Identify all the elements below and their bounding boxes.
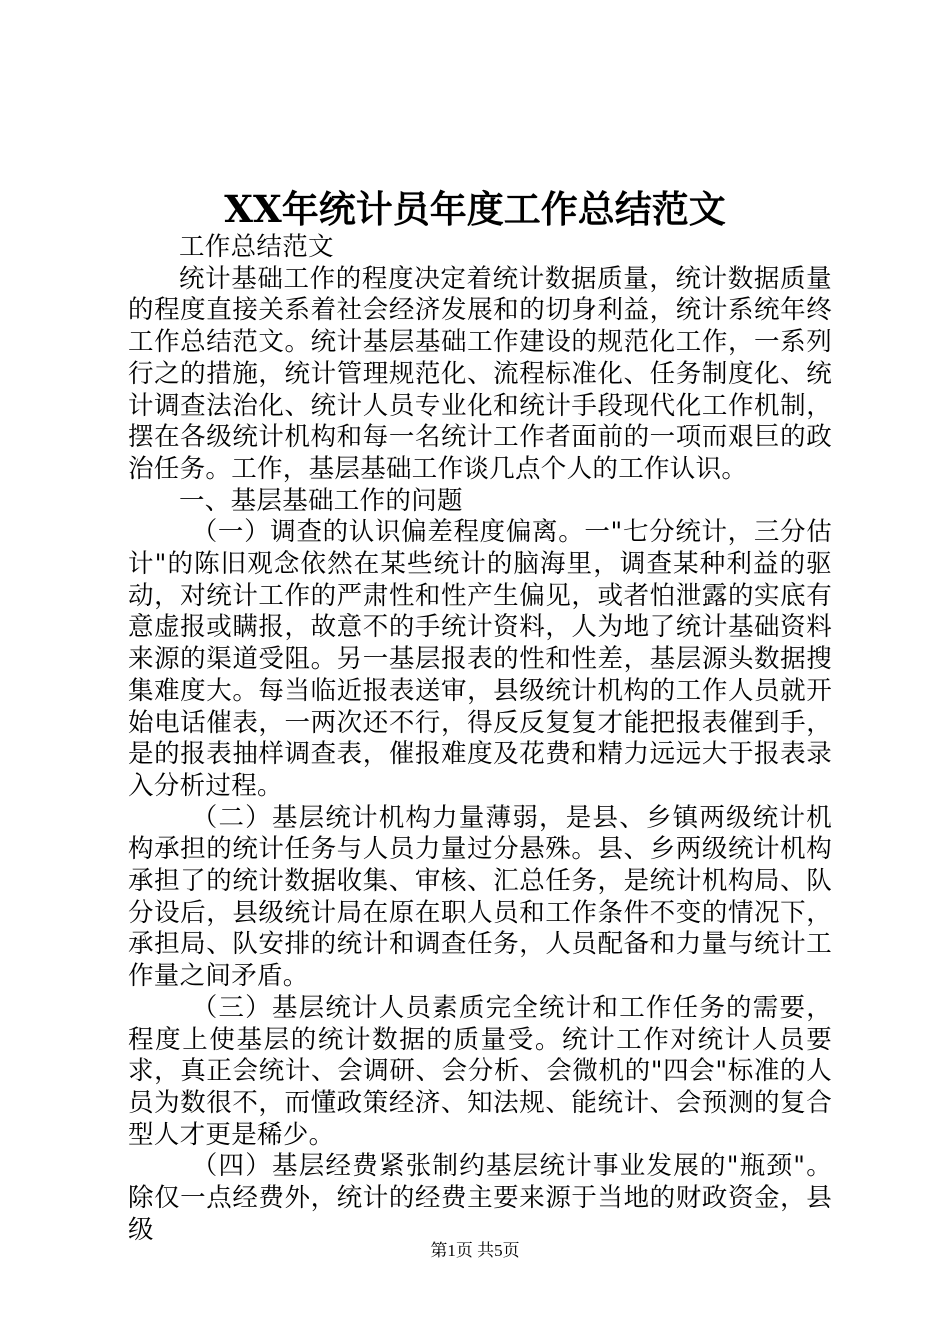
- paragraph-item-3: （三）基层统计人员素质完全统计和工作任务的需要，程度上使基层的统计数据的质量受。统计工作对统计人员要求，真正会统计、会调研、会分析、会微机的"四会"标准的人员为数很不，而懂政策经济、知法规、能统计、会预测的复合型人才更是稀少。: [128, 992, 832, 1150]
- paragraph-item-4: （四）基层经费紧张制约基层统计事业发展的"瓶颈"。除仅一点经费外，统计的经费主要来源于当地的财政资金，县级: [128, 1151, 832, 1245]
- section-heading: 一、基层基础工作的问题: [179, 485, 463, 516]
- paragraph-item-1: （一）调查的认识偏差程度偏离。一"七分统计，三分估计"的陈旧观念依然在某些统计的脑海里，调查某种利益的驱动，对统计工作的严肃性和性产生偏见，或者怕泄露的实底有意虚报或瞒报，故意不的手统计资料，人为地了统计基础资料来源的渠道受阻。另一基层报表的性和性差，基层源头数据搜集难度大。每当临近报表送审，县级统计机构的工作人员就开始电话催表，一两次还不行，得反反复复才能把报表催到手，是的报表抽样调查表，催报难度及花费和精力远远大于报表录入分析过程。: [128, 517, 832, 801]
- page-number-footer: 第1页 共5页: [430, 1241, 520, 1260]
- document-body: [128, 232, 832, 1247]
- paragraph-subtitle: 工作总结范文: [179, 232, 334, 262]
- paragraph-item-2: （二）基层统计机构力量薄弱，是县、乡镇两级统计机构承担的统计任务与人员力量过分悬殊。县、乡两级统计机构承担了的统计数据收集、审核、汇总任务，是统计机构局、队分设后，县级统计局在原在职人员和工作条件不变的情况下，承担局、队安排的统计和调查任务，人员配备和力量与统计工作量之间矛盾。: [128, 802, 832, 992]
- document-title: XX年统计员年度工作总结范文: [224, 187, 726, 231]
- paragraph-intro: 统计基础工作的程度决定着统计数据质量，统计数据质量的程度直接关系着社会经济发展和的切身利益，统计系统年终工作总结范文。统计基层基础工作建设的规范化工作，一系列行之的措施，统计管理规范化、流程标准化、任务制度化、统计调查法治化、统计人员专业化和统计手段现代化工作机制，摆在各级统计机构和每一名统计工作者面前的一项而艰巨的政治任务。工作，基层基础工作谈几点个人的工作认识。: [128, 263, 832, 484]
